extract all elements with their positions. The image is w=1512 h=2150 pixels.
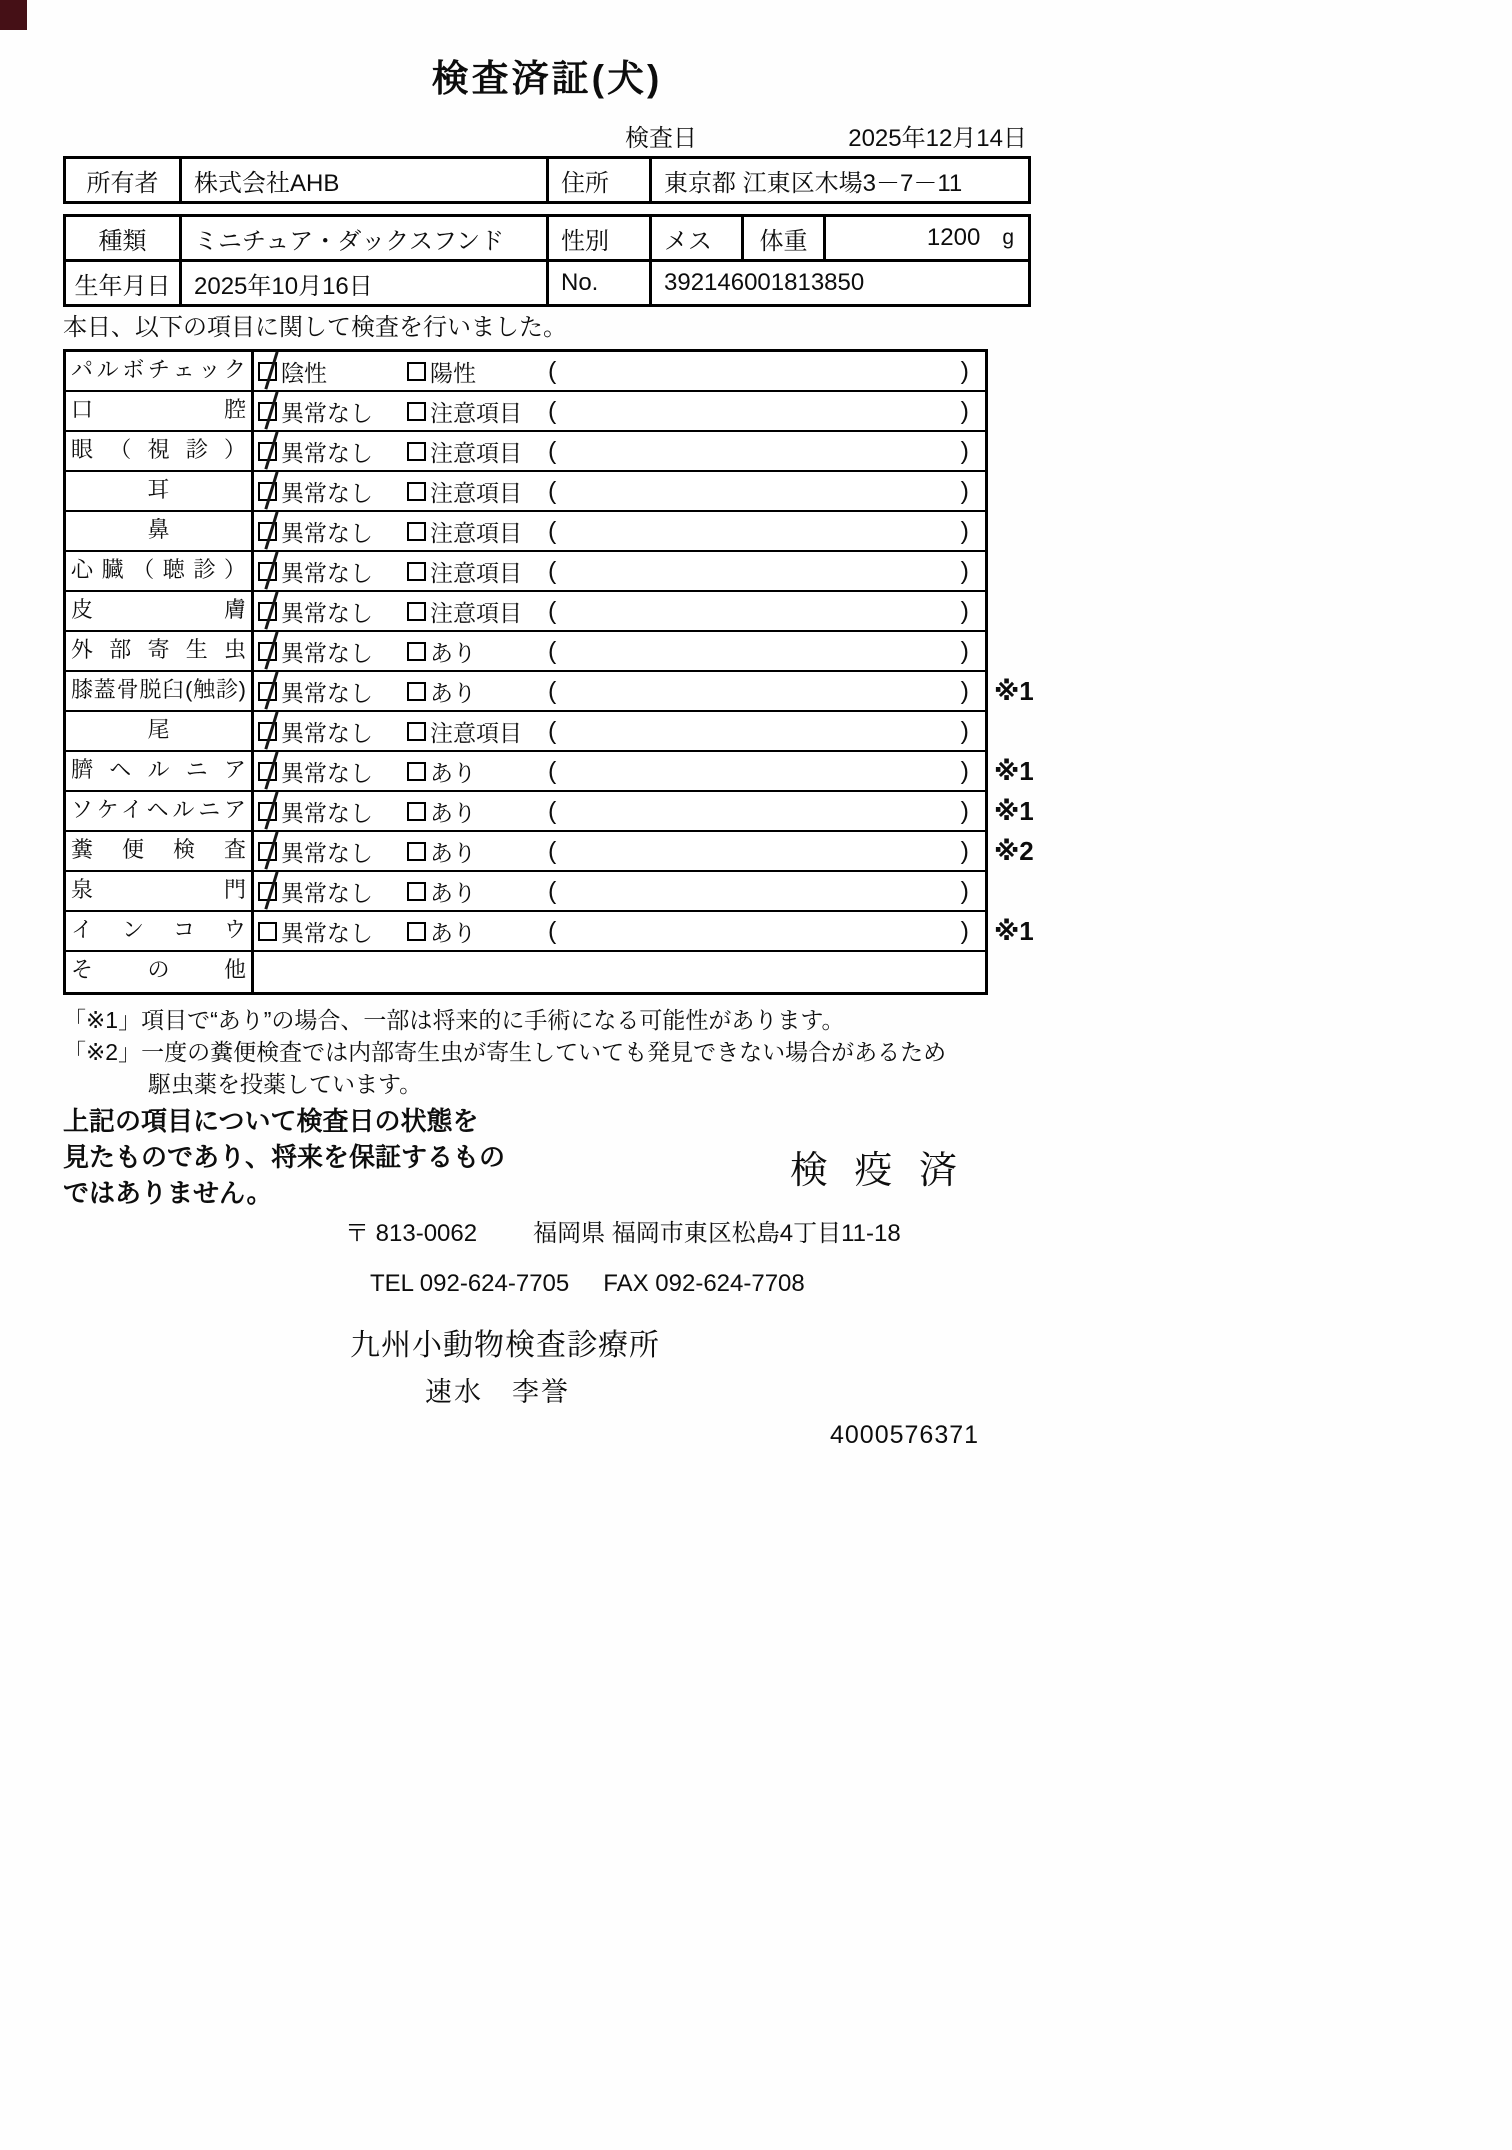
- checklist-row: [66, 592, 985, 632]
- option2-label: あり: [430, 759, 476, 786]
- page-title: 検査済証(犬): [431, 58, 663, 99]
- checklist-row: [66, 952, 985, 992]
- paren-open: (: [548, 436, 557, 465]
- option2-checkbox: [407, 922, 426, 941]
- row-content: [254, 872, 985, 910]
- checklist-row: [66, 712, 985, 752]
- disclaimer-text: [63, 1103, 505, 1211]
- remarks-field: [548, 757, 985, 786]
- item-label: 皮膚: [66, 592, 254, 630]
- item-label: 糞便検査: [66, 832, 254, 870]
- option1-checkbox: [258, 562, 277, 581]
- remarks-field: [548, 397, 985, 426]
- option2-checkbox: [407, 562, 426, 581]
- clinic-postal-code: 〒 813-0062: [345, 1220, 478, 1247]
- paren-open: (: [548, 596, 557, 625]
- option2-label: あり: [430, 799, 476, 826]
- row-content: [254, 592, 985, 630]
- paren-open: (: [548, 916, 557, 945]
- option1-label: 異常なし: [281, 519, 373, 546]
- checklist-row: [66, 352, 985, 392]
- paren-close: ): [960, 876, 969, 905]
- option1-checkbox: [258, 682, 277, 701]
- address-value: 東京都 江東区木場3－7－11: [649, 159, 1028, 201]
- option2-checkbox: [407, 722, 426, 741]
- option1-checkbox: [258, 802, 277, 821]
- option2-checkbox: [407, 642, 426, 661]
- intro-text: 本日、以下の項目に関して検査を行いました。: [63, 314, 567, 341]
- option2-checkbox: [407, 882, 426, 901]
- remarks-field: [548, 797, 985, 826]
- row-content: [254, 472, 985, 510]
- paren-open: (: [548, 556, 557, 585]
- pet-table: [63, 214, 1031, 307]
- option2-label: あり: [430, 879, 476, 906]
- item-label: 耳: [66, 472, 254, 510]
- item-label: 膝蓋骨脱臼(触診): [66, 672, 254, 710]
- clinic-address: 福岡県 福岡市東区松島4丁目11-18: [533, 1220, 901, 1247]
- veterinarian-name: 速水 李誉: [425, 1377, 570, 1407]
- paren-close: ): [960, 356, 969, 385]
- option1-label: 異常なし: [281, 799, 373, 826]
- quarantine-passed-stamp: 検 疫 済: [789, 1150, 965, 1192]
- owner-label: 所有者: [86, 169, 159, 197]
- paren-close: ): [960, 756, 969, 785]
- row-content: [254, 912, 985, 950]
- paren-close: ): [960, 396, 969, 425]
- checklist-row: [66, 752, 1034, 792]
- paren-open: (: [548, 836, 557, 865]
- option1-label: 異常なし: [281, 399, 373, 426]
- row-content: [254, 672, 985, 710]
- row-content: [254, 832, 985, 870]
- address-label: 住所: [546, 159, 649, 201]
- checklist-row: [66, 512, 985, 552]
- option1-label: 異常なし: [281, 759, 373, 786]
- microchip-no-label: No.: [546, 262, 649, 304]
- remarks-field: [548, 557, 985, 586]
- option1-checkbox: [258, 762, 277, 781]
- option2-checkbox: [407, 522, 426, 541]
- item-label: 眼（視診）: [66, 432, 254, 470]
- option1-label: 陰性: [281, 359, 327, 386]
- paren-close: ): [960, 476, 969, 505]
- paren-close: ): [960, 676, 969, 705]
- row-content: [254, 552, 985, 590]
- row-content: [254, 512, 985, 550]
- option2-label: 注意項目: [430, 559, 522, 586]
- clinic-fax: FAX 092-624-7708: [603, 1270, 805, 1297]
- pet-table-row-2: [66, 262, 1028, 304]
- item-label: ソケイヘルニア: [66, 792, 254, 830]
- paren-open: (: [548, 636, 557, 665]
- option2-label: あり: [430, 639, 476, 666]
- paren-open: (: [548, 356, 557, 385]
- row-content: [254, 392, 985, 430]
- option2-label: あり: [430, 839, 476, 866]
- footnote-1: 「※1」項目で“あり”の場合、一部は将来的に手術になる可能性があります。: [63, 1007, 845, 1033]
- option2-checkbox: [407, 442, 426, 461]
- row-note: ※2: [994, 836, 1034, 866]
- row-note: ※1: [994, 756, 1034, 786]
- remarks-field: [548, 877, 985, 906]
- option2-checkbox: [407, 762, 426, 781]
- option1-label: 異常なし: [281, 719, 373, 746]
- row-content: [254, 952, 985, 992]
- footnote-2-line-2: 駆虫薬を投薬しています。: [148, 1071, 423, 1097]
- option1-checkbox: [258, 842, 277, 861]
- document: [63, 0, 1034, 1450]
- option2-label: あり: [430, 919, 476, 946]
- option1-checkbox: [258, 362, 277, 381]
- option1-label: 異常なし: [281, 879, 373, 906]
- remarks-field: [548, 477, 985, 506]
- serial-number: 4000576371: [830, 1421, 980, 1449]
- option1-label: 異常なし: [281, 599, 373, 626]
- paren-open: (: [548, 676, 557, 705]
- clinic-name: 九州小動物検査診療所: [350, 1329, 660, 1362]
- paren-open: (: [548, 516, 557, 545]
- row-content: [254, 632, 985, 670]
- inspection-date-label: 検査日: [625, 124, 697, 152]
- remarks-field: [548, 637, 985, 666]
- option2-label: 注意項目: [430, 519, 522, 546]
- birthdate-label: 生年月日: [74, 272, 171, 300]
- sex-value: メス: [649, 217, 741, 259]
- breed-label: 種類: [98, 227, 147, 255]
- owner-value: 株式会社AHB: [179, 159, 546, 201]
- row-content: [254, 352, 985, 390]
- remarks-field: [548, 597, 985, 626]
- row-content: [254, 432, 985, 470]
- disclaimer-line-3: ではありません。: [63, 1178, 273, 1208]
- owner-table: [63, 156, 1031, 204]
- paren-open: (: [548, 796, 557, 825]
- remarks-field: [548, 717, 985, 746]
- checklist-row: [66, 792, 1034, 832]
- checklist-row: [66, 392, 985, 432]
- checklist-row: [66, 872, 985, 912]
- paren-close: ): [960, 716, 969, 745]
- option1-checkbox: [258, 442, 277, 461]
- row-note: ※1: [994, 916, 1034, 946]
- item-label: インコウ: [66, 912, 254, 950]
- item-label: その他: [66, 952, 254, 992]
- option1-checkbox: [258, 642, 277, 661]
- option2-checkbox: [407, 802, 426, 821]
- option1-label: 異常なし: [281, 479, 373, 506]
- row-content: [254, 752, 985, 790]
- option2-label: 陽性: [430, 359, 476, 386]
- option2-label: 注意項目: [430, 479, 522, 506]
- pet-table-row-1: [66, 217, 1028, 262]
- remarks-field: [548, 677, 985, 706]
- option2-label: 注意項目: [430, 439, 522, 466]
- checklist-table: [63, 349, 1034, 995]
- item-label: 外部寄生虫: [66, 632, 254, 670]
- option1-checkbox: [258, 482, 277, 501]
- paren-open: (: [548, 756, 557, 785]
- item-label: 鼻: [66, 512, 254, 550]
- option2-label: 注意項目: [430, 399, 522, 426]
- item-label: 泉門: [66, 872, 254, 910]
- remarks-field: [548, 357, 985, 386]
- item-label: 心臓（聴診）: [66, 552, 254, 590]
- paren-open: (: [548, 396, 557, 425]
- paren-close: ): [960, 796, 969, 825]
- weight-label: 体重: [741, 217, 823, 259]
- clinic-tel: TEL 092-624-7705: [370, 1270, 570, 1297]
- remarks-field: [548, 917, 985, 946]
- checklist-row: [66, 432, 985, 472]
- option1-label: 異常なし: [281, 679, 373, 706]
- disclaimer-line-1: 上記の項目について検査日の状態を: [63, 1106, 479, 1136]
- option1-checkbox: [258, 922, 277, 941]
- inspection-date-row: [63, 120, 1031, 150]
- weight-cell: [823, 217, 1028, 259]
- checklist-row: [66, 472, 985, 512]
- option1-label: 異常なし: [281, 439, 373, 466]
- paren-open: (: [548, 476, 557, 505]
- row-note: ※1: [994, 796, 1034, 826]
- option2-label: 注意項目: [430, 719, 522, 746]
- paren-close: ): [960, 516, 969, 545]
- checklist-row: [66, 912, 1034, 952]
- remarks-field: [548, 517, 985, 546]
- clinic-tel-row: [63, 1270, 1031, 1298]
- microchip-no-value: 392146001813850: [649, 262, 1028, 304]
- paren-close: ): [960, 636, 969, 665]
- remarks-field: [548, 837, 985, 866]
- clinic-postal-row: [63, 1213, 1031, 1248]
- birthdate-value: 2025年10月16日: [179, 262, 546, 304]
- item-label: パルボチェック: [66, 352, 254, 390]
- row-content: [254, 712, 985, 750]
- disclaimer-line-2: 見たものであり、将来を保証するもの: [63, 1142, 506, 1172]
- option2-checkbox: [407, 842, 426, 861]
- row-content: [254, 792, 985, 830]
- option2-checkbox: [407, 602, 426, 621]
- option1-checkbox: [258, 722, 277, 741]
- breed-value: ミニチュア・ダックスフンド: [179, 217, 546, 259]
- checklist-row: [66, 832, 1034, 872]
- item-label: 口腔: [66, 392, 254, 430]
- option1-checkbox: [258, 602, 277, 621]
- option1-label: 異常なし: [281, 639, 373, 666]
- option2-checkbox: [407, 362, 426, 381]
- item-label: 臍ヘルニア: [66, 752, 254, 790]
- option2-label: 注意項目: [430, 599, 522, 626]
- paren-close: ): [960, 436, 969, 465]
- option1-label: 異常なし: [281, 559, 373, 586]
- option2-checkbox: [407, 482, 426, 501]
- footnote-2-line-1: 「※2」一度の糞便検査では内部寄生虫が寄生していても発見できない場合があるため: [63, 1039, 947, 1065]
- option2-label: あり: [430, 679, 476, 706]
- option1-checkbox: [258, 882, 277, 901]
- checklist-row: [66, 632, 985, 672]
- checklist-row: [66, 552, 985, 592]
- weight-unit: g: [1002, 226, 1014, 249]
- option2-checkbox: [407, 682, 426, 701]
- paren-close: ): [960, 596, 969, 625]
- row-note: ※1: [994, 676, 1034, 706]
- option1-checkbox: [258, 402, 277, 421]
- option1-label: 異常なし: [281, 839, 373, 866]
- paren-close: ): [960, 916, 969, 945]
- paren-close: ): [960, 556, 969, 585]
- item-label: 尾: [66, 712, 254, 750]
- scan-artifact: [0, 0, 27, 30]
- option2-checkbox: [407, 402, 426, 421]
- option1-checkbox: [258, 522, 277, 541]
- paren-close: ): [960, 836, 969, 865]
- sex-label: 性別: [546, 217, 649, 259]
- disclaimer-and-stamp: [63, 1103, 1031, 1211]
- checklist-row: [66, 672, 1034, 712]
- option1-label: 異常なし: [281, 919, 373, 946]
- paren-open: (: [548, 876, 557, 905]
- weight-value: 1200: [926, 224, 981, 251]
- inspection-date-value: 2025年12月14日: [848, 124, 1027, 152]
- paren-open: (: [548, 716, 557, 745]
- remarks-field: [548, 437, 985, 466]
